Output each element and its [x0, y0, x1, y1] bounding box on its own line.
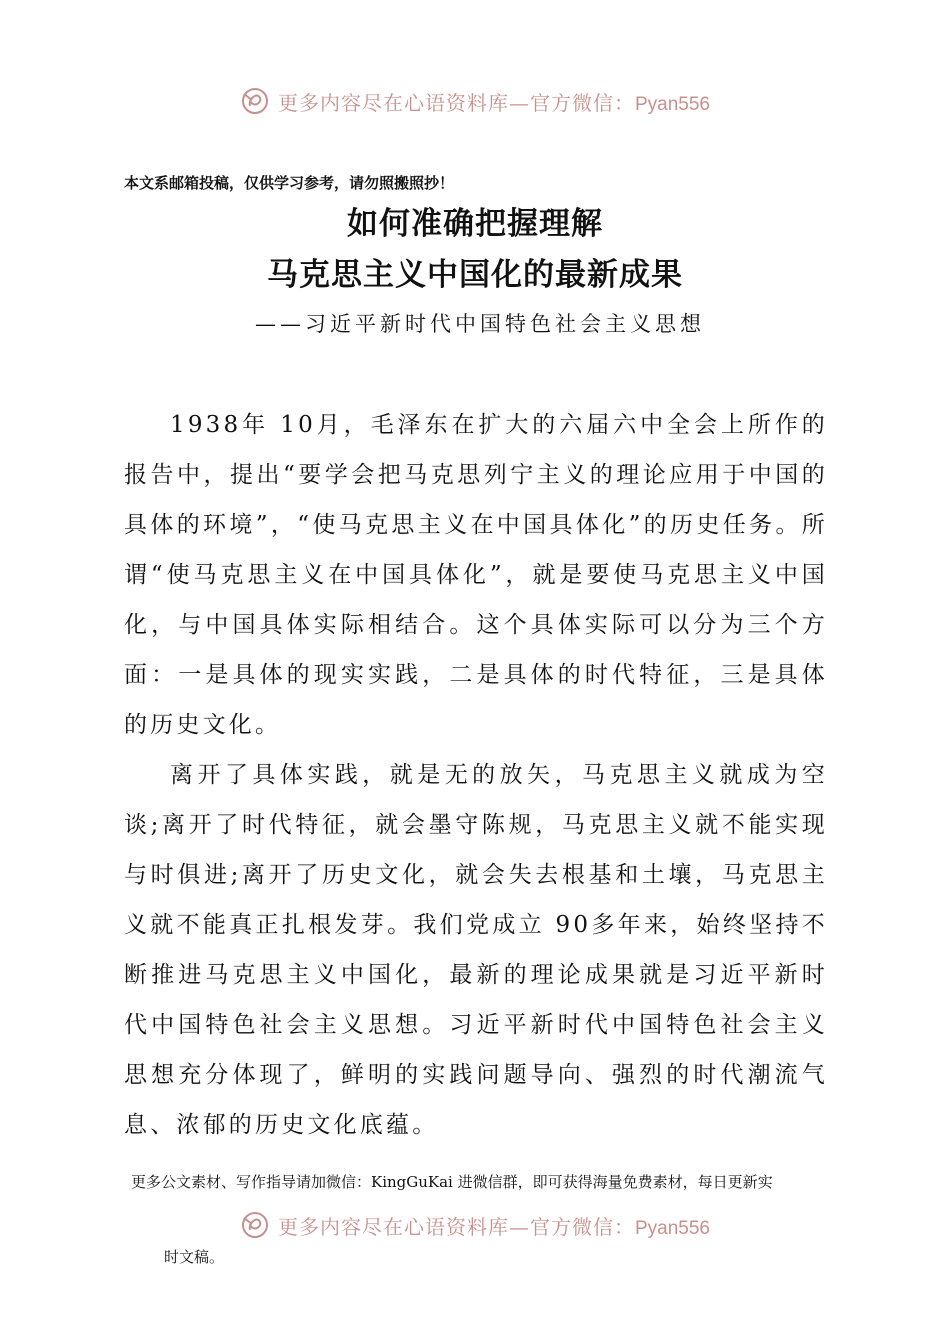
title-line-2: 马克思主义中国化的最新成果 — [267, 257, 683, 293]
watermark-logo-icon — [240, 1210, 270, 1240]
article-body — [124, 400, 828, 1150]
footer-promo-tail: 时文稿。 — [164, 1248, 225, 1266]
subtitle: ——习近平新时代中国特色社会主义思想 — [255, 312, 705, 336]
footer-promo-line: 更多公文素材、写作指导请加微信：KingGuKai 进微信群，即可获得海量免费素材，每日更新实 — [131, 1173, 773, 1191]
watermark-text: 更多内容尽在心语资料库—官方微信：Pyan556 — [277, 90, 710, 115]
paragraph-1: 1938年 10月，毛泽东在扩大的六届六中全会上所作的报告中，提出“要学会把马克思列宁主义的理论应用于中国的具体的环境”，“使马克思主义在中国具体化”的历史任务。所谓“使马克思主义在中国具体化”，就是要使马克思主义中国化，与中国具体实际相结合。这个具体实际可以分为三个方面：一是具体的现实实践，二是具体的时代特征，三是具体的历史文化。 — [124, 412, 828, 738]
paragraph-2: 离开了具体实践，就是无的放矢，马克思主义就成为空谈;离开了时代特征，就会墨守陈规，马克思主义就不能实现与时俱进;离开了历史文化，就会失去根基和土壤，马克思主义就不能真正扎根发芽。我们党成立 90多年来，始终坚持不断推进马克思主义中国化，最新的理论成果就是习近平新时代中国特色社会主义思想。习近平新时代中国特色社会主义思想充分体现了，鲜明的实践问题导向、强烈的时代潮流气息、浓郁的历史文化底蕴。 — [124, 762, 828, 1138]
title-line-1: 如何准确把握理解 — [347, 206, 603, 242]
watermark-text: 更多内容尽在心语资料库—官方微信：Pyan556 — [277, 1214, 710, 1239]
watermark-footer — [0, 1210, 950, 1240]
notice-text: 本文系邮箱投稿，仅供学习参考，请勿照搬照抄！ — [124, 174, 455, 192]
watermark-header — [0, 86, 950, 116]
watermark-logo-icon — [240, 86, 270, 116]
